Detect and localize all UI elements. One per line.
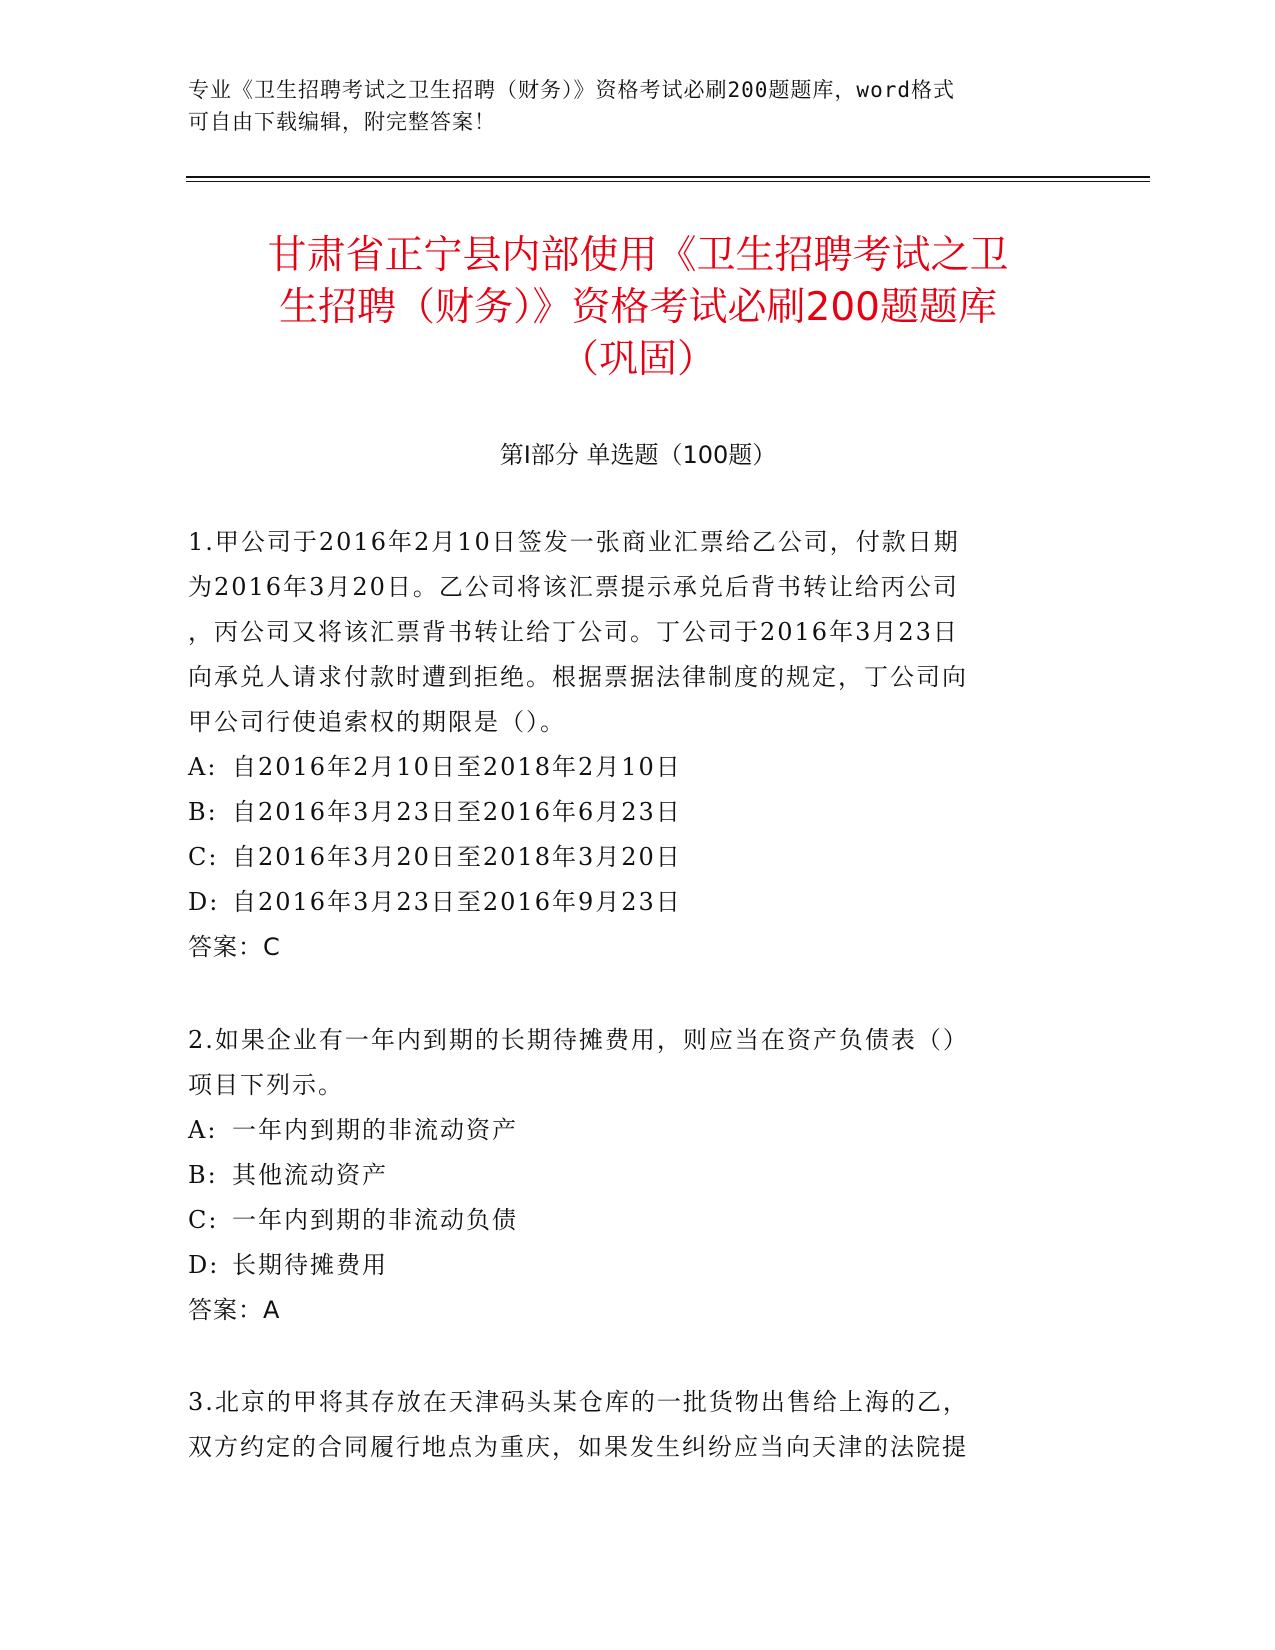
question-3 [188, 1380, 1068, 1470]
option-c [188, 1198, 1068, 1243]
option-letter: D: [188, 888, 220, 916]
option-a [188, 745, 1068, 790]
question-text-line: 2.如果企业有一年内到期的长期待摊费用，则应当在资产负债表（） [188, 1026, 969, 1054]
option-letter: C: [188, 843, 219, 871]
option-text: 一年内到期的非流动负债 [232, 1206, 518, 1234]
option-text: 长期待摊费用 [232, 1251, 388, 1279]
option-text: 自2016年2月10日至2018年2月10日 [232, 753, 682, 781]
option-letter: A: [188, 1116, 218, 1144]
header-note-line-2: 可自由下载编辑，附完整答案！ [188, 110, 496, 134]
answer: 答案：A [188, 1296, 281, 1324]
option-text: 自2016年3月23日至2016年9月23日 [232, 888, 682, 916]
question-text-line: 3.北京的甲将其存放在天津码头某仓库的一批货物出售给上海的乙， [188, 1388, 969, 1416]
document-title [150, 230, 1126, 386]
question-text-line: ，丙公司又将该汇票背书转让给丁公司。丁公司于2016年3月23日 [188, 618, 959, 646]
question-1 [188, 520, 1068, 970]
question-text-line: 1.甲公司于2016年2月10日签发一张商业汇票给乙公司，付款日期 [188, 528, 960, 556]
option-d [188, 1243, 1068, 1288]
option-letter: B: [188, 798, 218, 826]
option-c [188, 835, 1068, 880]
header-note [188, 74, 1068, 138]
option-text: 自2016年3月20日至2018年3月20日 [232, 843, 682, 871]
option-b [188, 1153, 1068, 1198]
header-note-line-1: 专业《卫生招聘考试之卫生招聘（财务）》资格考试必刷200题题库，word格式 [188, 78, 955, 102]
question-2 [188, 1018, 1068, 1333]
option-letter: A: [188, 753, 218, 781]
question-text-line: 项目下列示。 [188, 1071, 344, 1099]
option-text: 一年内到期的非流动资产 [232, 1116, 518, 1144]
question-text-line: 向承兑人请求付款时遭到拒绝。根据票据法律制度的规定，丁公司向 [188, 663, 968, 691]
option-text: 自2016年3月23日至2016年6月23日 [232, 798, 682, 826]
question-text-line: 双方约定的合同履行地点为重庆，如果发生纠纷应当向天津的法院提 [188, 1433, 968, 1461]
option-b [188, 790, 1068, 835]
option-text: 其他流动资产 [232, 1161, 388, 1189]
option-letter: D: [188, 1251, 220, 1279]
header-divider-thin [186, 181, 1150, 182]
option-letter: B: [188, 1161, 218, 1189]
document-title-line-2: 生招聘（财务）》资格考试必刷200题题库 [279, 285, 997, 330]
document-title-line-3: （巩固） [559, 337, 716, 382]
section-heading: 第Ⅰ部分 单选题（100题） [499, 441, 777, 469]
option-d [188, 880, 1068, 925]
document-title-line-1: 甘肃省正宁县内部使用《卫生招聘考试之卫 [267, 233, 1009, 278]
option-letter: C: [188, 1206, 219, 1234]
header-divider-thick [186, 176, 1150, 178]
question-text-line: 甲公司行使追索权的期限是（）。 [188, 708, 566, 736]
question-text-line: 为2016年3月20日。乙公司将该汇票提示承兑后背书转让给丙公司 [188, 573, 959, 601]
option-a [188, 1108, 1068, 1153]
answer: 答案：C [188, 933, 281, 961]
